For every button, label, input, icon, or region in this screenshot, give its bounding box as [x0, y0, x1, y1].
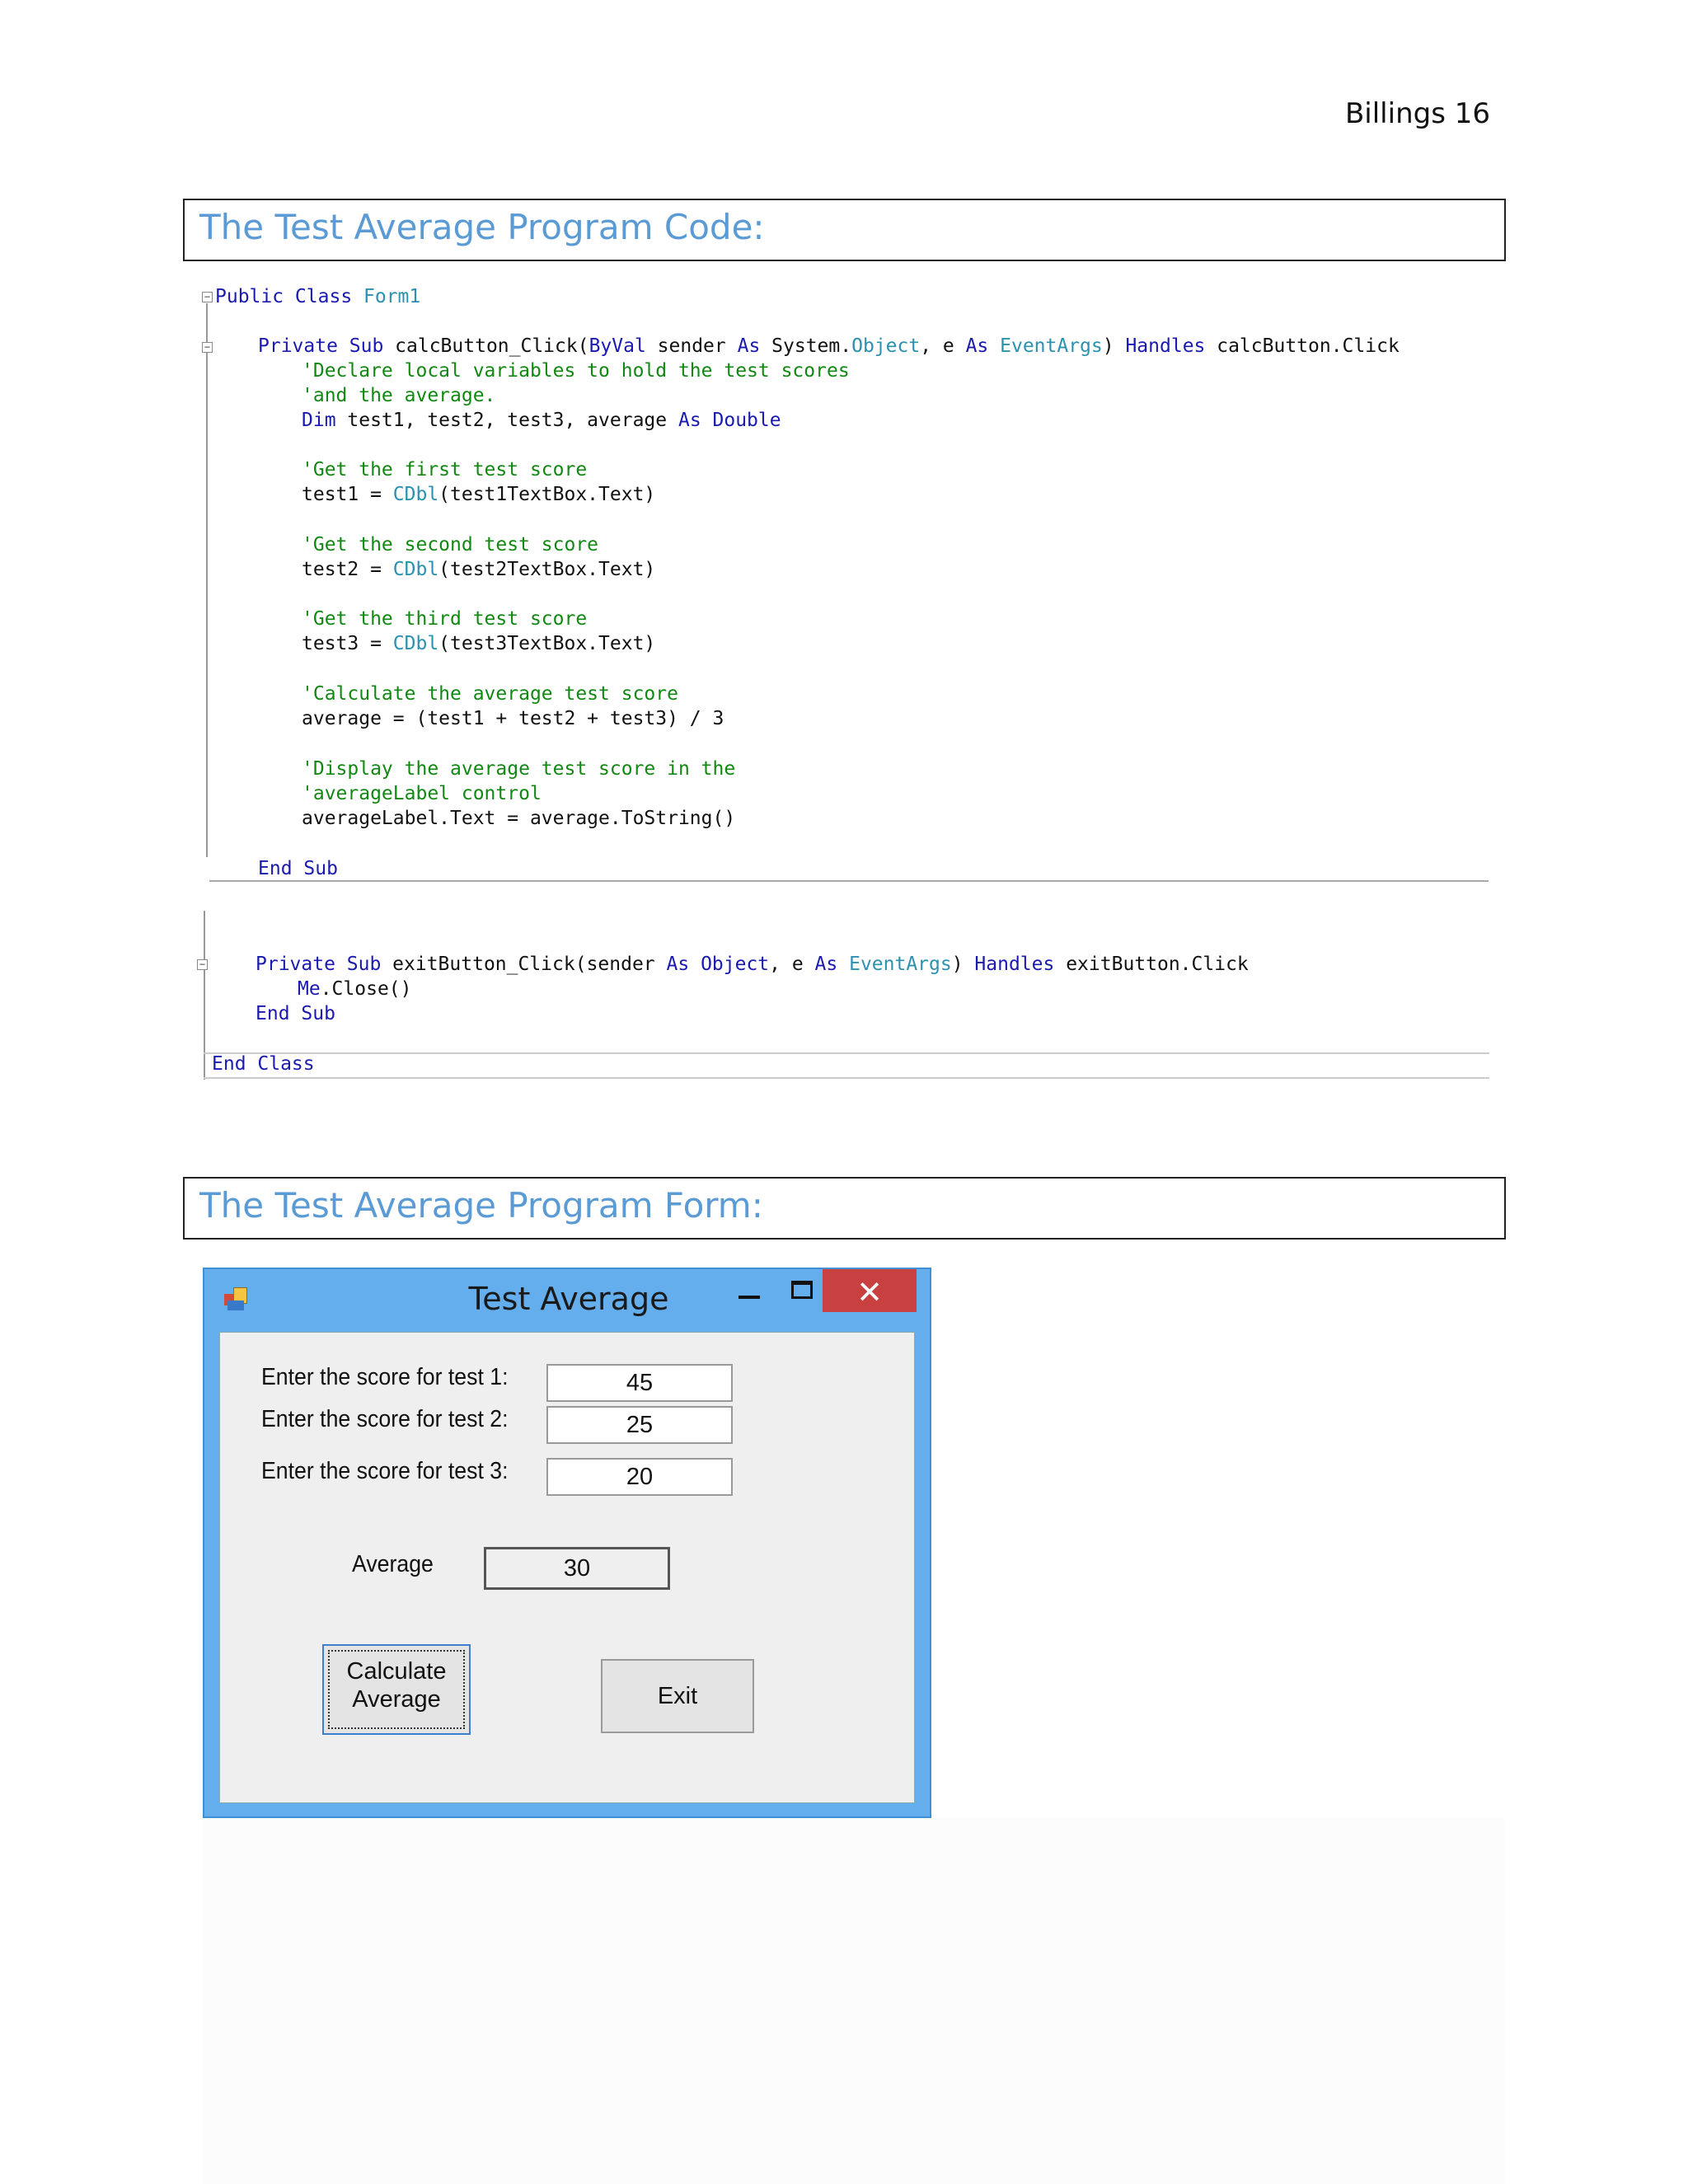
code-line: Private Sub exitButton_Click(sender As Object, e As EventArgs) Handles exitButton.Click	[256, 954, 1249, 975]
test2-textbox[interactable]: 25	[546, 1406, 733, 1444]
test1-label: Enter the score for test 1:	[261, 1364, 509, 1390]
page-number: Billings 16	[1344, 97, 1490, 130]
exit-button[interactable]: Exit	[601, 1659, 754, 1733]
form-section-box	[183, 1177, 1506, 1240]
code-line: Me.Close()	[298, 978, 412, 1000]
outline-guide	[204, 911, 205, 1080]
collapse-sub-icon[interactable]: −	[202, 342, 213, 353]
code-listing-exit	[199, 911, 1490, 1080]
code-comment: 'Calculate the average test score	[302, 683, 678, 705]
test1-textbox[interactable]: 45	[546, 1364, 733, 1402]
code-line: End Sub	[256, 1003, 335, 1024]
code-line: averageLabel.Text = average.ToString()	[302, 808, 736, 829]
code-section-box	[183, 199, 1506, 261]
code-comment: 'and the average.	[302, 385, 496, 406]
minimize-icon	[738, 1296, 760, 1299]
page-shade	[203, 1818, 1505, 2184]
code-comment: 'Display the average test score in the	[302, 758, 736, 780]
form-section-title: The Test Average Program Form:	[199, 1185, 763, 1226]
close-icon: ✕	[856, 1274, 883, 1310]
code-comment: 'Get the second test score	[302, 534, 599, 555]
code-section-title: The Test Average Program Code:	[199, 207, 765, 247]
average-label: Average	[352, 1551, 434, 1577]
code-comment: 'Get the third test score	[302, 608, 588, 630]
test2-label: Enter the score for test 2:	[261, 1406, 509, 1432]
code-comment: 'averageLabel control	[302, 783, 542, 804]
code-line: test3 = CDbl(test3TextBox.Text)	[302, 633, 656, 654]
code-line: Dim test1, test2, test3, average As Double	[302, 410, 781, 431]
line-highlight	[204, 1052, 1489, 1054]
code-line: Public Class Form1	[215, 286, 421, 307]
code-line: End Class	[212, 1053, 315, 1075]
average-output: 30	[484, 1547, 670, 1590]
close-button[interactable]	[823, 1269, 917, 1312]
code-line: average = (test1 + test2 + test3) / 3	[302, 708, 724, 729]
test3-textbox[interactable]: 20	[546, 1458, 733, 1496]
code-line: test1 = CDbl(test1TextBox.Text)	[302, 484, 656, 505]
code-line: test2 = CDbl(test2TextBox.Text)	[302, 559, 656, 580]
code-comment: 'Declare local variables to hold the test scores	[302, 360, 850, 382]
code-comment: 'Get the first test score	[302, 459, 588, 480]
collapse-class-icon[interactable]: −	[202, 292, 213, 302]
maximize-button[interactable]	[776, 1269, 829, 1312]
calculate-line2: Average	[352, 1686, 441, 1713]
test3-label: Enter the score for test 3:	[261, 1458, 509, 1484]
line-highlight	[204, 1077, 1489, 1079]
minimize-button[interactable]	[724, 1269, 773, 1312]
calculate-line1: Calculate	[346, 1658, 447, 1685]
outline-guide	[206, 303, 208, 857]
method-separator	[209, 880, 1489, 882]
window-title: Test Average	[468, 1281, 669, 1317]
form-client-area	[219, 1332, 915, 1803]
code-line: Private Sub calcButton_Click(ByVal sender As System.Object, e As EventArgs) Handles calcButton.Click	[258, 335, 1400, 357]
calculate-average-button[interactable]	[322, 1644, 471, 1735]
maximize-icon	[791, 1281, 813, 1299]
code-listing	[202, 280, 1490, 882]
code-line: End Sub	[258, 858, 338, 879]
collapse-sub-icon[interactable]: −	[197, 959, 208, 970]
test-average-window	[203, 1268, 931, 1818]
